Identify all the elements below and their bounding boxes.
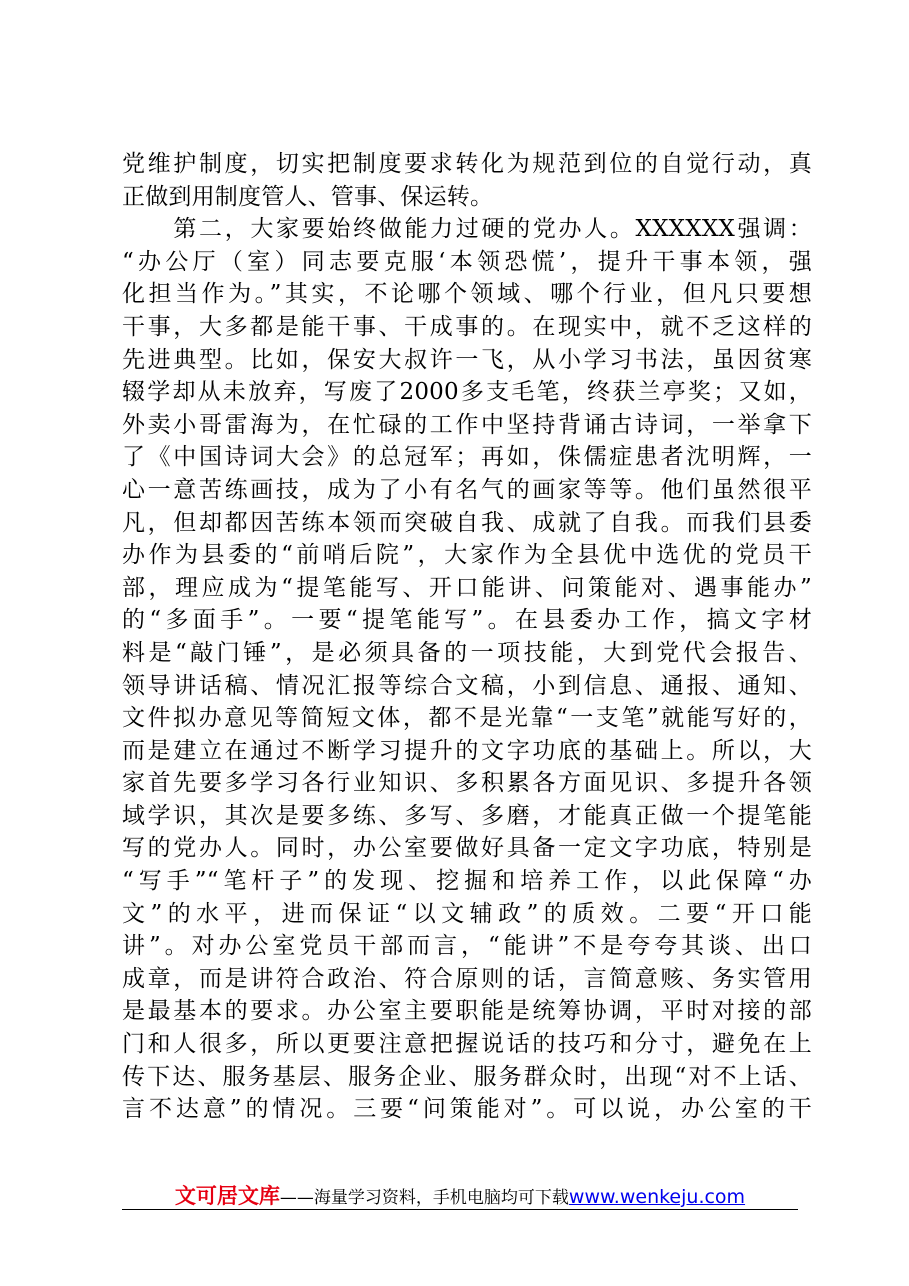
- text-line: 成章，而是讲符合政治、符合原则的话，言简意赅、务实管用: [122, 965, 812, 992]
- text-line: 而是建立在通过不断学习提升的文字功底的基础上。所以，大: [122, 737, 812, 764]
- text-line: 化担当作为。”其实，不论哪个领域、哪个行业，但凡只要想: [122, 281, 812, 308]
- text-line: 先进典型。比如，保安大叔许一飞，从小学习书法，虽因贫寒: [122, 346, 812, 373]
- text-line: 辍学却从未放弃，写废了2000多支毛笔，终获兰亭奖；又如，: [122, 379, 812, 406]
- text-line: 文件拟办意见等简短文体，都不是光靠“一支笔”就能写好的，: [122, 705, 812, 732]
- text-line: 凡，但却都因苦练本领而突破自我、成就了自我。而我们县委: [122, 509, 812, 536]
- document-body: [122, 148, 812, 1126]
- text-line: 部，理应成为“提笔能写、开口能讲、问策能对、遇事能办”: [122, 574, 812, 601]
- text-line: 家首先要多学习各行业知识、多积累各方面见识、多提升各领: [122, 770, 812, 797]
- page-footer: [122, 1180, 798, 1210]
- text-line: 领导讲话稿、情况汇报等综合文稿，小到信息、通报、通知、: [122, 672, 812, 699]
- text-line: “写手”“笔杆子”的发现、挖掘和培养工作，以此保障“办: [122, 868, 812, 895]
- text-line: 言不达意”的情况。三要“问策能对”。可以说，办公室的干: [122, 1096, 812, 1123]
- text-line: “办公厅（室）同志要克服‘本领恐慌’，提升干事本领，强: [122, 248, 812, 275]
- text-line: 心一意苦练画技，成为了小有名气的画家等等。他们虽然很平: [122, 476, 812, 503]
- text-line: 外卖小哥雷海为，在忙碌的工作中坚持背诵古诗词，一举拿下: [122, 411, 812, 438]
- text-line: 写的党办人。同时，办公室要做好具备一定文字功底，特别是: [122, 835, 812, 862]
- text-line: 第二，大家要始终做能力过硬的党办人。XXXXXX强调：: [122, 216, 812, 243]
- text-line: 办作为县委的“前哨后院”，大家作为全县优中选优的党员干: [122, 542, 812, 569]
- text-line: 门和人很多，所以更要注意把握说话的技巧和分寸，避免在上: [122, 1031, 812, 1058]
- text-line: 料是“敲门锤”，是必须具备的一项技能，大到党代会报告、: [122, 639, 812, 666]
- footer-brand: 文可居文库: [174, 1184, 280, 1208]
- text-line: 正做到用制度管人、管事、保运转。: [122, 183, 494, 210]
- footer-slogan: ——海量学习资料，手机电脑均可下载: [279, 1188, 569, 1208]
- text-line: 的“多面手”。一要“提笔能写”。在县委办工作，搞文字材: [122, 607, 812, 634]
- text-line: 传下达、服务基层、服务企业、服务群众时，出现“对不上话、: [122, 1063, 812, 1090]
- text-line: 文”的水平，进而保证“以文辅政”的质效。二要“开口能: [122, 900, 812, 927]
- text-line: 是最基本的要求。办公室主要职能是统筹协调，平时对接的部: [122, 998, 812, 1025]
- text-line: 域学识，其次是要多练、多写、多磨，才能真正做一个提笔能: [122, 802, 812, 829]
- text-line: 党维护制度，切实把制度要求转化为规范到位的自觉行动，真: [122, 151, 812, 177]
- footer-link[interactable]: www.wenkeju.com: [568, 1186, 746, 1208]
- text-line: 干事，大多都是能干事、干成事的。在现实中，就不乏这样的: [122, 313, 812, 340]
- text-line: 讲”。对办公室党员干部而言，“能讲”不是夸夸其谈、出口: [122, 933, 812, 960]
- text-line: 了《中国诗词大会》的总冠军；再如，侏儒症患者沈明辉，一: [122, 444, 812, 471]
- footer-divider: [122, 1209, 798, 1210]
